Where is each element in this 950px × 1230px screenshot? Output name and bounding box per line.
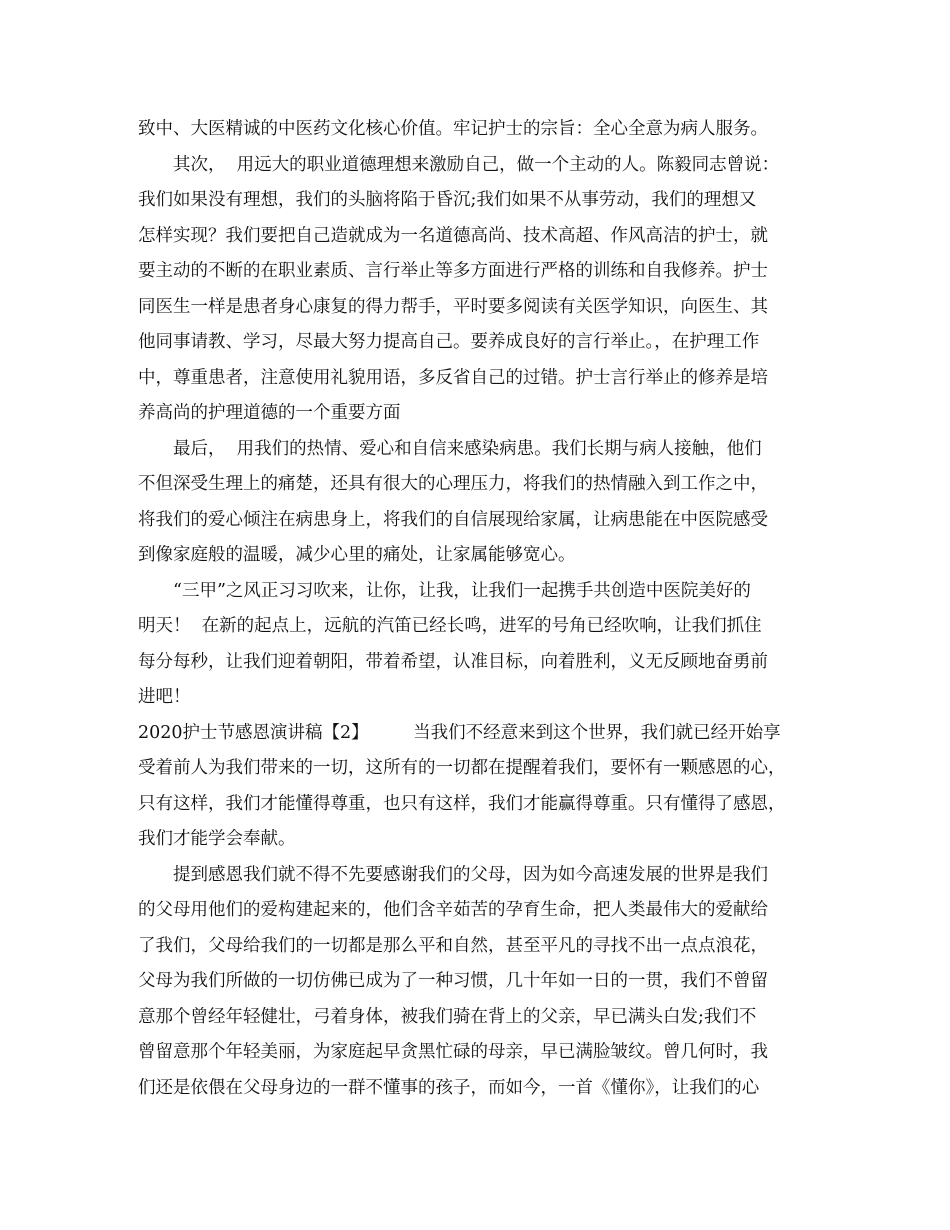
text-line: 养高尚的护理道德的一个重要方面	[138, 403, 401, 423]
text-line: 的父母用他们的爱构建起来的，他们含辛茹苦的孕育生命，把人类最伟大的爱献给	[138, 900, 768, 920]
text-line: 我们才能学会奉献。	[138, 829, 296, 849]
text-line: 到像家庭般的温暖，减少心里的痛处，让家属能够宽心。	[138, 545, 576, 565]
text-line: 怎样实现？我们要把自己造就成为一名道德高尚、技术高超、作风高洁的护士，就	[138, 225, 768, 246]
text-line: 父母为我们所做的一切仿佛已成为了一种习惯，几十年如一日的一贯，我们不曾留	[138, 971, 768, 991]
body-text	[138, 112, 818, 1106]
text-line: “三甲”之风正习习吹来，让你，让我，让我们一起携手共创造中医院美好的	[138, 580, 751, 601]
text-line: 同医生一样是患者身心康复的得力帮手，平时要多阅读有关医学知识，向医生、其	[138, 296, 768, 317]
text-line: 受着前人为我们带来的一切，这所有的一切都在提醒着我们，要怀有一颗感恩的心，	[138, 758, 786, 778]
text-line: 其次， 用远大的职业道德理想来激励自己，做一个主动的人。陈毅同志曾说：	[138, 154, 780, 175]
text-line: 进吧！	[138, 687, 191, 707]
text-line: 曾留意那个年轻美丽，为家庭起早贪黑忙碌的母亲，早已满脸皱纹。曾几何时，我	[138, 1042, 768, 1062]
text-line: 不但深受生理上的痛楚，还具有很大的心理压力，将我们的热情融入到工作之中，	[138, 474, 768, 494]
text-line: 致中、大医精诚的中医药文化核心价值。牢记护士的宗旨：全心全意为病人服务。	[138, 119, 768, 139]
text-line: 提到感恩我们就不得不先要感谢我们的父母，因为如今高速发展的世界是我们	[138, 864, 768, 885]
text-line: 了我们，父母给我们的一切都是那么平和自然，甚至平凡的寻找不出一点点浪花，	[138, 935, 768, 956]
text-line: 中，尊重患者，注意使用礼貌用语，多反省自己的过错。护士言行举止的修养是培	[138, 367, 768, 388]
text-line: 2020护士节感恩演讲稿【2】 当我们不经意来到这个世界，我们就已经开始享	[138, 722, 781, 743]
text-line: 们还是依偎在父母身边的一群不懂事的孩子，而如今，一首《懂你》，让我们的心	[138, 1077, 760, 1098]
text-line: 最后， 用我们的热情、爱心和自信来感染病患。我们长期与病人接触，他们	[138, 438, 762, 459]
text-line: 只有这样，我们才能懂得尊重，也只有这样，我们才能赢得尊重。只有懂得了感恩，	[138, 793, 786, 814]
text-line: 要主动的不断的在职业素质、言行举止等多方面进行严格的训练和自我修养。护士	[138, 261, 768, 281]
text-line: 每分每秒，让我们迎着朝阳，带着希望，认准目标，向着胜利，义无反顾地奋勇前	[138, 651, 768, 672]
text-line: 意那个曾经年轻健壮，弓着身体，被我们骑在背上的父亲，早已满头白发;我们不	[138, 1006, 757, 1027]
text-line: 将我们的爱心倾注在病患身上，将我们的自信展现给家属，让病患能在中医院感受	[138, 509, 768, 530]
text-line: 他同事请教、学习，尽最大努力提高自己。要养成良好的言行举止。，在护理工作	[138, 332, 760, 352]
text-line: 我们如果没有理想，我们的头脑将陷于昏沉;我们如果不从事劳动，我们的理想又	[138, 190, 757, 210]
text-line: 明天！ 在新的起点上，远航的汽笛已经长鸣，进军的号角已经吹响，让我们抓住	[138, 616, 762, 636]
